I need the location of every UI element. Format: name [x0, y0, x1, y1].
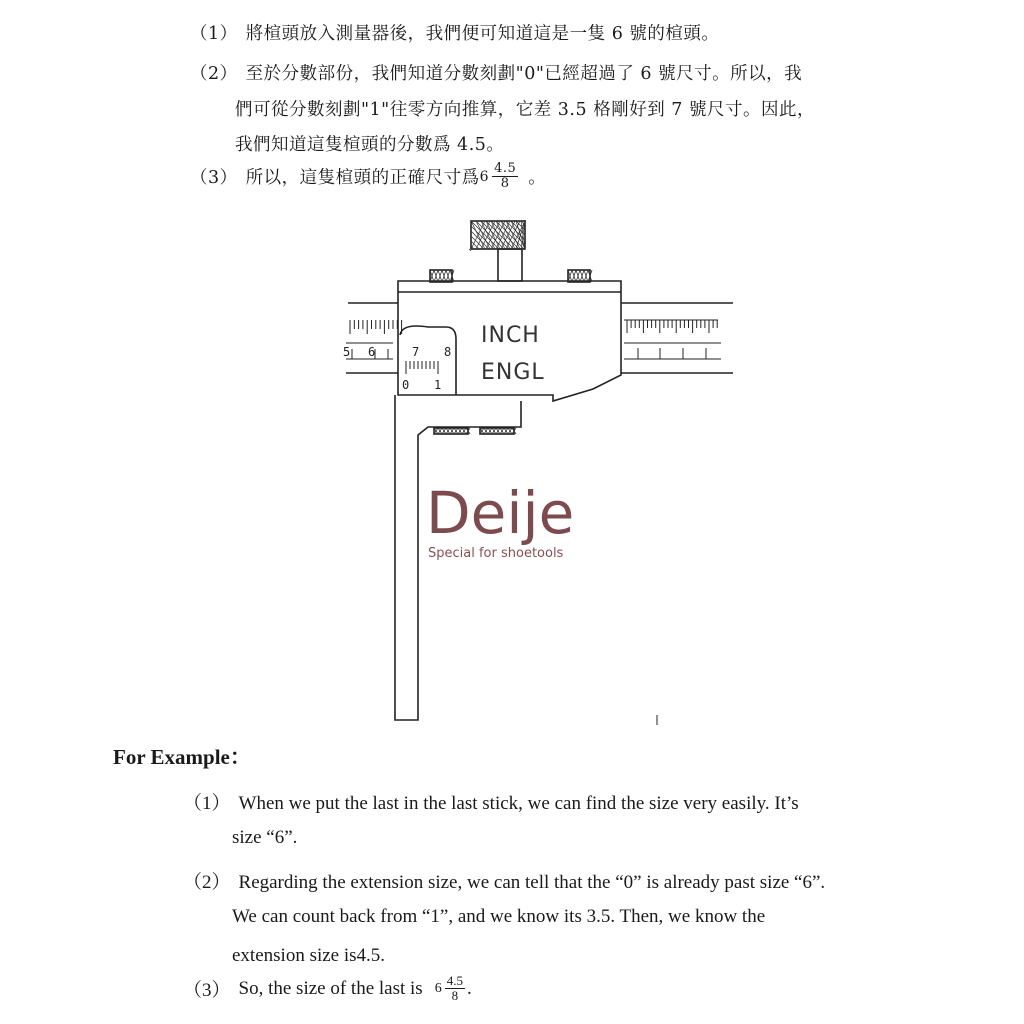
scale-number-5: 5: [343, 345, 351, 359]
en-size-numerator: 4.5: [446, 973, 463, 988]
en-step-3: [183, 974, 472, 1003]
knob-stem: [498, 249, 522, 281]
zh-step-3-text: 所以，這隻楦頭的正確尺寸爲: [245, 168, 480, 188]
zh-step-3: [190, 162, 546, 191]
vernier-number-0: 0: [402, 378, 410, 392]
scale-number-7: 7: [412, 345, 420, 359]
watermark-brand: Deije: [426, 479, 575, 547]
zh-step-2-line-3: 我們知道這隻楦頭的分數爲 4.5。: [235, 135, 505, 155]
zh-step-2-line-1: [190, 60, 802, 85]
last-stick-diagram: [338, 215, 738, 725]
zh-size-whole: 6: [479, 168, 490, 185]
en-step-1-line-2: size “6”.: [232, 827, 298, 848]
vernier-number-1: 1: [434, 378, 442, 392]
en-step-2-line-1: [183, 867, 825, 894]
zh-step-2-line-2: 們可從分數刻劃"1"往零方向推算，它差 3.5 格剛好到 7 號尺寸。因此，: [235, 100, 815, 120]
slider-body-top: [398, 281, 621, 311]
en-step-1-number: （1）: [183, 793, 231, 814]
zh-step-3-end: 。: [528, 168, 547, 188]
zh-step-1: [190, 20, 719, 45]
en-step-2-line-2: We can count back from “1”, and we know its 3.5. Then, we know the: [232, 906, 766, 927]
en-step-2-line-3: extension size is4.5.: [232, 945, 386, 966]
zh-step-1-number: （1）: [190, 24, 238, 44]
zh-size-fraction: [480, 162, 519, 191]
en-size-fraction: [435, 974, 465, 1003]
zh-size-numerator: 4.5: [494, 161, 517, 176]
en-step-1-line-1: [183, 788, 799, 815]
knurl-pattern: [469, 220, 526, 251]
en-size-whole: 6: [434, 980, 442, 996]
zh-step-3-number: （3）: [190, 168, 238, 188]
example-heading: For Example：: [113, 745, 251, 769]
zh-step-2-text-1: 至於分數部份，我們知道分數刻劃"0"已經超過了 6 號尺寸。所以，我: [245, 64, 803, 84]
en-step-2-number: （2）: [183, 872, 231, 893]
en-step-3-number: （3）: [183, 980, 231, 1001]
en-step-2-text-1: Regarding the extension size, we can tell that the “0” is already past size “6”.: [238, 872, 826, 893]
scale-number-6: 6: [368, 345, 376, 359]
zh-step-2-number: （2）: [190, 64, 238, 84]
scale-number-8: 8: [444, 345, 452, 359]
vernier-scale: [406, 361, 438, 374]
zh-size-denominator: 8: [500, 176, 510, 191]
label-inch: INCH: [481, 323, 540, 348]
zh-step-1-text: 將楦頭放入測量器後，我們便可知道這是一隻 6 號的楦頭。: [245, 24, 720, 44]
en-step-1-text-1: When we put the last in the last stick, we can find the size very easily. It’s: [238, 793, 799, 814]
en-size-denominator: 8: [451, 988, 459, 1003]
label-engl: ENGL: [481, 360, 545, 385]
main-scale-right: [624, 320, 721, 359]
en-step-3-end: .: [466, 977, 472, 999]
watermark-tagline: Special for shoetools: [428, 546, 564, 561]
en-step-3-text: So, the size of the last is: [238, 977, 423, 999]
